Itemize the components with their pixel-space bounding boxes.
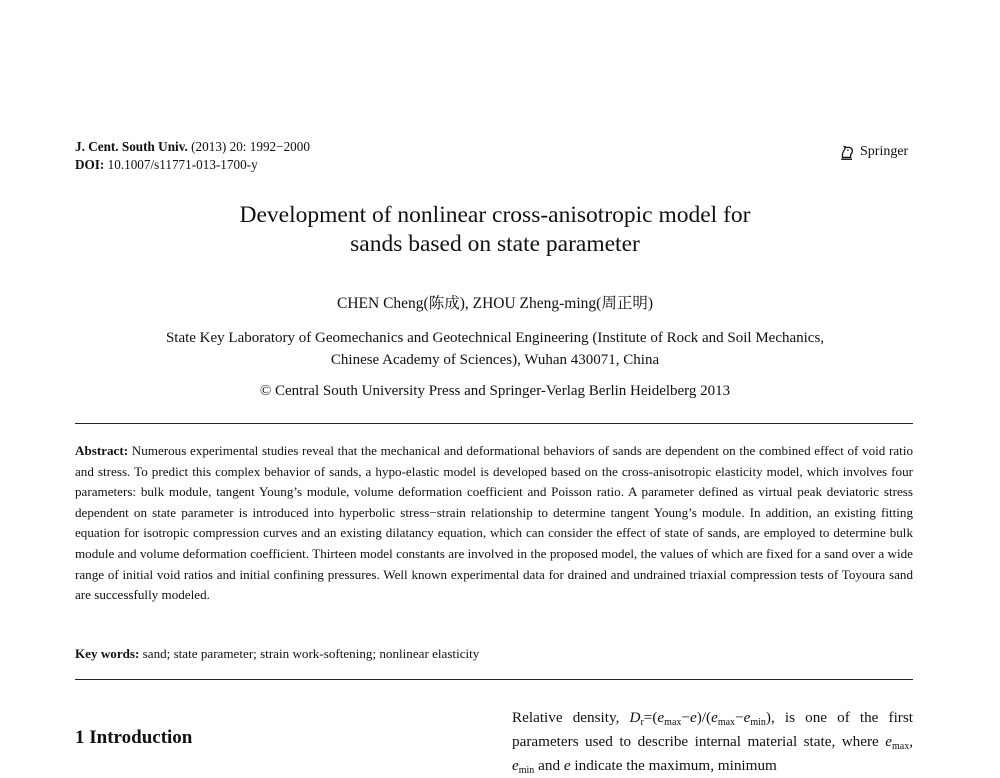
abstract	[75, 441, 913, 606]
minus-sign: −	[681, 709, 690, 726]
keywords	[75, 646, 479, 662]
title-line-1: Development of nonlinear cross-anisotropic model for	[239, 202, 751, 228]
subscript-max: max	[664, 717, 682, 728]
publisher-logo	[838, 143, 908, 161]
section-heading-introduction: 1 Introduction	[75, 727, 193, 748]
affiliation	[0, 327, 990, 371]
divider-bottom	[75, 679, 913, 680]
doi-label: DOI:	[75, 157, 105, 172]
text-run: ,	[909, 733, 913, 750]
keywords-label: Key words:	[75, 646, 140, 661]
journal-citation: (2013) 20: 1992−2000	[191, 139, 310, 154]
text-run: )/(	[696, 709, 712, 726]
springer-knight-logo-icon	[838, 143, 856, 161]
copyright: © Central South University Press and Springer-Verlag Berlin Heidelberg 2013	[259, 383, 731, 399]
symbol-e: e	[512, 757, 519, 774]
affiliation-line-2: Chinese Academy of Sciences), Wuhan 430071, China	[330, 352, 660, 368]
text-run: indicate the maximum, minimum	[570, 757, 777, 774]
publisher-name: Springer	[860, 144, 909, 159]
intro-paragraph	[512, 706, 913, 778]
text-run: ),	[765, 709, 785, 726]
symbol-e: e	[563, 757, 571, 774]
doi-value[interactable]: 10.1007/s11771-013-1700-y	[107, 157, 258, 172]
subscript-max: max	[891, 741, 910, 752]
affiliation-line-1: State Key Laboratory of Geomechanics and Geotechnical Engineering (Institute of Rock and Soil Mechanics,	[165, 330, 825, 346]
text-run: =(	[643, 709, 658, 726]
symbol-e: e	[743, 709, 751, 726]
paper-title	[0, 201, 990, 259]
abstract-text: Numerous experimental studies reveal that the mechanical and deformational behaviors of sands are dependent on the combined effect of void ratio and stress. To predict this complex behavior of sands, a hypo-elastic model is developed based on the cross-anisotropic elasticity model, which involves four parameters: bulk module, tangent Young’s module, volume deformation coefficient and Poisson ratio. A parameter defined as virtual peak deviatoric stress dependent on state parameter is introduced into hyperbolic stress−strain relationship to determine tangent Young’s module. In addition, an existing fitting equation for isotropic compression curves and an existing dilatancy equation, which can consider the effect of state of sands, are employed to determine bulk module and volume deformation coefficient. Thirteen model constants are involved in the proposed model, the values of which are fixed for a sand over a wide range of initial void ratios and initial confining pressures. Well known experimental data for drained and undrained triaxial compression tests of Toyoura sand are successfully modeled.	[75, 443, 913, 603]
symbol-D: D	[629, 709, 641, 726]
subscript-r: r	[640, 717, 644, 728]
subscript-min: min	[518, 765, 535, 776]
symbol-e: e	[885, 733, 892, 750]
minus-sign: −	[735, 709, 744, 726]
symbol-e: e	[689, 709, 697, 726]
keywords-text: sand; state parameter; strain work-softening; nonlinear elasticity	[142, 646, 480, 661]
text-run: Relative density,	[512, 709, 630, 726]
doi-line	[75, 156, 310, 174]
title-line-2: sands based on state parameter	[350, 231, 640, 257]
subscript-min: min	[750, 717, 766, 728]
divider-top	[75, 423, 913, 424]
text-run: and	[534, 757, 564, 774]
abstract-label: Abstract:	[75, 443, 129, 458]
journal-info	[75, 138, 310, 174]
journal-citation-line	[75, 138, 310, 156]
subscript-max: max	[717, 717, 736, 728]
text-run: is one of the first parameters used to describe internal material state, where	[512, 709, 913, 750]
symbol-e: e	[711, 709, 718, 726]
symbol-e: e	[657, 709, 665, 726]
journal-name: J. Cent. South Univ.	[75, 139, 188, 154]
authors: CHEN Cheng(陈成), ZHOU Zheng-ming(周正明)	[337, 295, 653, 312]
